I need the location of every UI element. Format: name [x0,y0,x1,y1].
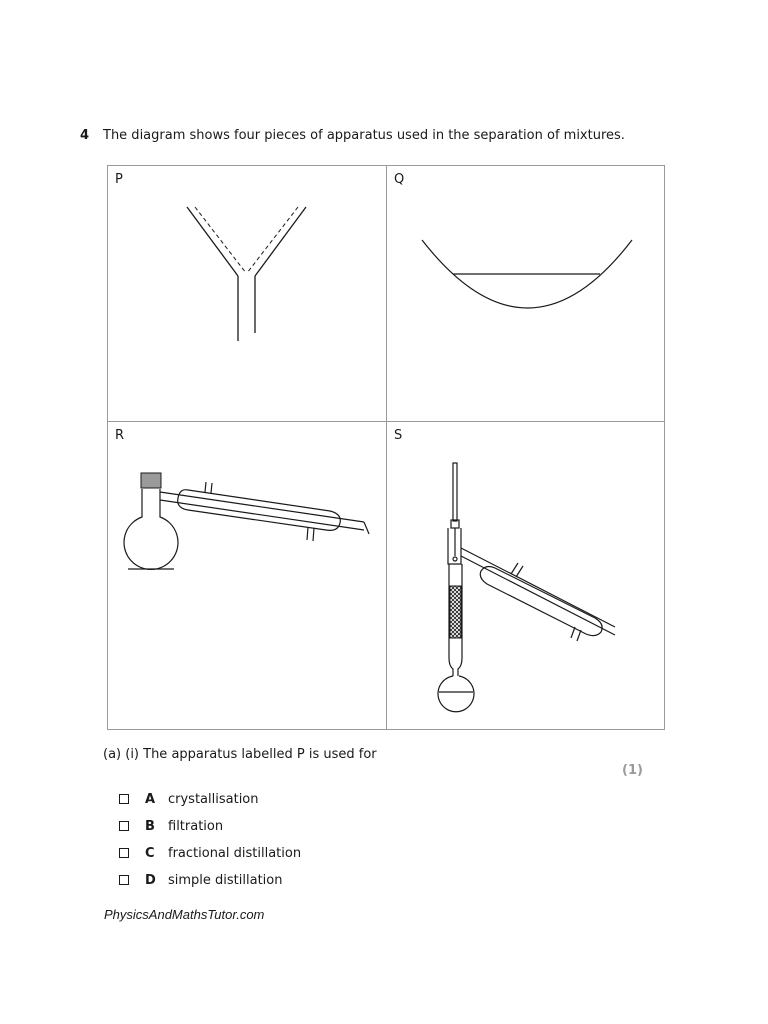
option-c[interactable] [119,844,301,862]
filter-funnel-drawing [108,166,387,422]
apparatus-s-cell [387,422,664,729]
option-a-letter: A [145,791,156,807]
column-packing [450,586,461,638]
option-d-text: simple distillation [168,872,283,888]
apparatus-s-label: S [394,428,403,443]
option-a[interactable] [119,790,259,808]
option-b[interactable] [119,817,223,835]
option-d[interactable] [119,871,282,889]
marks-indicator: (1) [622,763,643,778]
apparatus-r-cell [108,422,387,729]
question-text: The diagram shows four pieces of apparatus used in the separation of mixtures. [103,128,625,143]
option-c-checkbox[interactable] [119,848,129,858]
option-b-text: filtration [168,818,224,834]
bung [141,473,161,488]
apparatus-p-cell [108,166,387,422]
footer-source: PhysicsAndMathsTutor.com [104,907,265,922]
apparatus-r-label: R [115,428,125,443]
option-b-checkbox[interactable] [119,821,129,831]
apparatus-q-label: Q [394,172,405,187]
option-c-letter: C [145,845,155,861]
apparatus-grid [107,165,665,730]
fractional-distillation-drawing [387,422,664,729]
evaporating-basin-drawing [387,166,664,422]
option-a-text: crystallisation [168,791,259,807]
option-a-checkbox[interactable] [119,794,129,804]
option-d-letter: D [145,872,156,888]
question-number: 4 [80,128,90,143]
simple-distillation-drawing [108,422,387,729]
option-b-letter: B [145,818,155,834]
option-c-text: fractional distillation [168,845,302,861]
part-question-text: (a) (i) The apparatus labelled P is used for [103,747,377,762]
apparatus-q-cell [387,166,664,422]
option-d-checkbox[interactable] [119,875,129,885]
apparatus-p-label: P [115,172,123,187]
